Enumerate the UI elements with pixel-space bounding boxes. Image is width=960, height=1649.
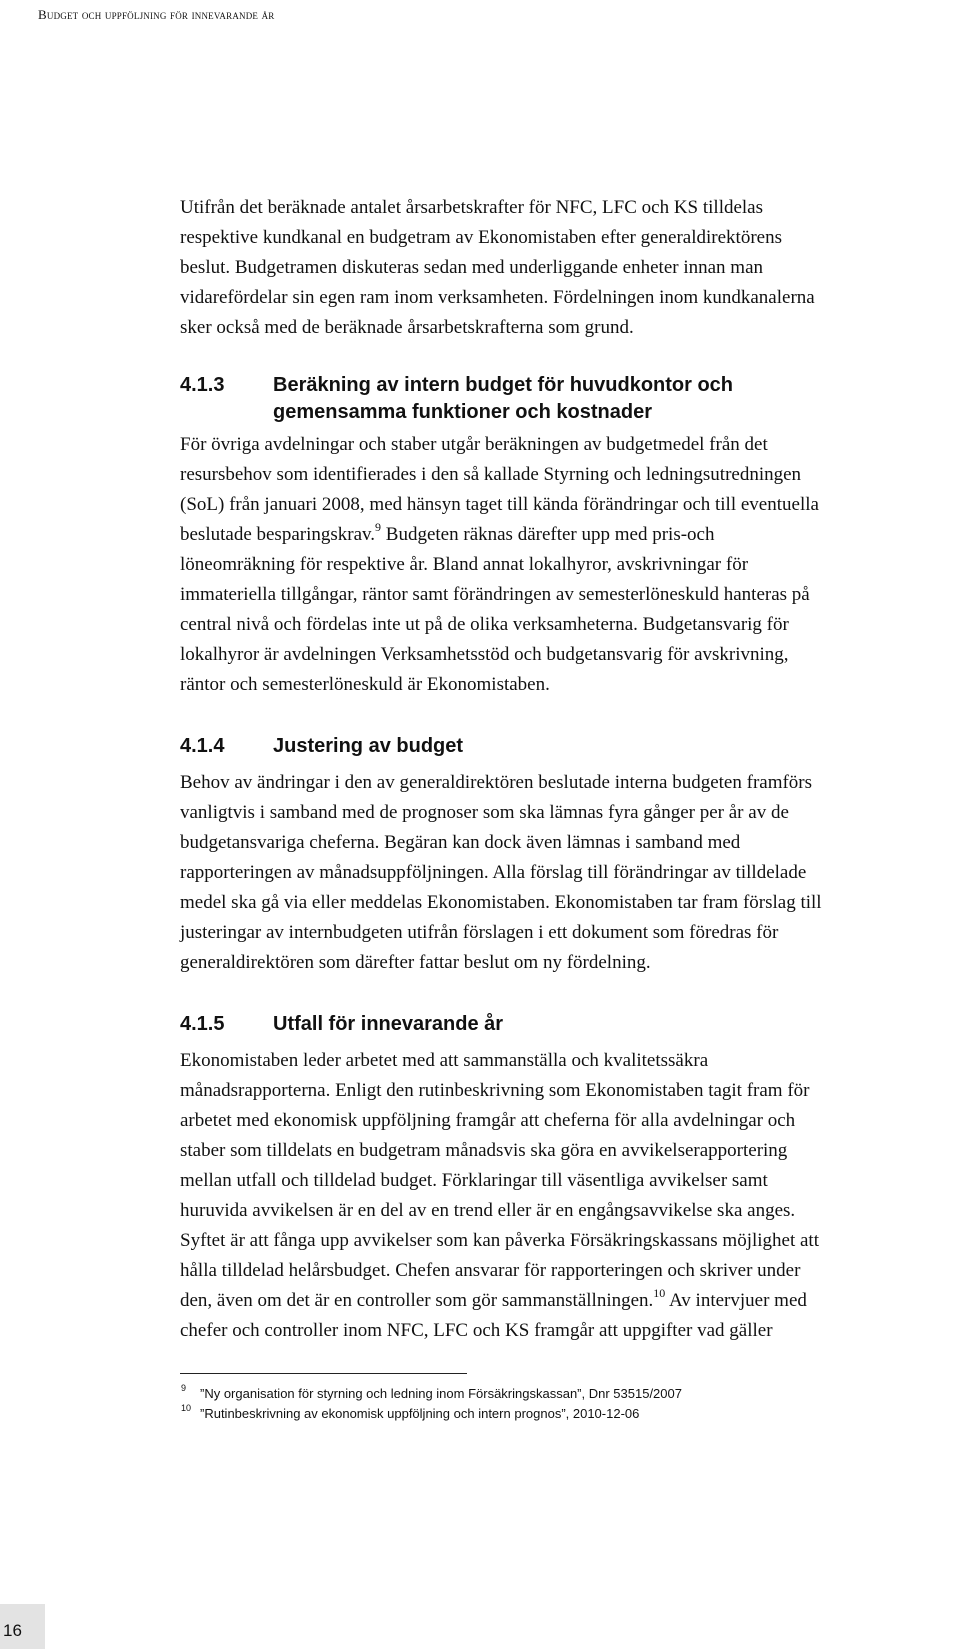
footnote-mark: 10: [181, 1403, 192, 1413]
section-number: 4.1.3: [180, 374, 225, 396]
text-line: månadsrapporterna. Enligt den rutinbeskrivning som Ekonomistaben tagit fram för: [180, 1080, 810, 1101]
section-title-line: Justering av budget: [273, 735, 464, 757]
text-line: Utifrån det beräknade antalet årsarbetskrafter för NFC, LFC och KS tilldelas: [180, 197, 764, 218]
text-line: löneomräkning för respektive år. Bland annat lokalhyror, avskrivningar för: [180, 554, 749, 575]
section-heading-4-1-3: [180, 372, 920, 426]
page-number-box: [0, 1604, 45, 1649]
section-4-1-3-paragraph: [180, 430, 920, 700]
footnote-9: [180, 1384, 682, 1404]
text-line: beslut. Budgetramen diskuteras sedan med underliggande enheter innan man: [180, 257, 764, 278]
text-segment: beslutade besparingskrav.: [180, 524, 376, 545]
section-4-1-4-paragraph: [180, 768, 920, 978]
section-heading-4-1-5: [180, 1011, 920, 1038]
text-line: [180, 520, 920, 550]
text-line: arbetet med ekonomisk uppföljning framgår att cheferna för alla avdelningar och: [180, 1110, 796, 1131]
text-line: staber som tilldelats en budgetram månadsvis ska göra en avvikelserapportering: [180, 1140, 788, 1161]
page-number: 16: [3, 1621, 22, 1640]
footnote-mark: 9: [181, 1383, 187, 1393]
footnote-10: [180, 1404, 682, 1424]
section-title-line: gemensamma funktioner och kostnader: [273, 401, 652, 423]
section-title-line: Utfall för innevarande år: [273, 1013, 504, 1035]
footnotes: [180, 1384, 682, 1424]
text-segment: den, även om det är en controller som gör sammanställningen.: [180, 1290, 654, 1311]
text-line: [180, 1286, 920, 1316]
text-line: vanligtvis i samband med de prognoser som ska lämnas fyra gånger per år av de: [180, 802, 789, 823]
text-line: rapporteringen av månadsuppföljningen. Alla förslag till förändringar av tilldelade: [180, 862, 807, 883]
document-body: [180, 193, 920, 1346]
text-line: (SoL) från januari 2008, med hänsyn taget till kända förändringar och till eventuella: [180, 494, 819, 515]
footnote-text: ”Ny organisation för styrning och ledning inom Försäkringskassan”, Dnr 53515/2007: [200, 1386, 682, 1401]
text-line: Ekonomistaben leder arbetet med att sammanställa och kvalitetssäkra: [180, 1050, 709, 1071]
text-line: justeringar av internbudgeten utifrån förslagen i ett dokument som föredras för: [180, 922, 779, 943]
text-line: immateriella tillgångar, räntor samt förändringen av semesterlöneskuld hanteras på: [180, 584, 810, 605]
section-title-line: Beräkning av intern budget för huvudkontor och: [273, 374, 734, 396]
text-line: budgetansvariga cheferna. Begäran kan dock även lämnas i samband med: [180, 832, 741, 853]
running-header: Budget och uppföljning för innevarande år: [38, 7, 275, 22]
text-line: mellan utfall och tilldelad budget. Förklaringar till väsentliga avvikelser samt: [180, 1170, 768, 1191]
text-line: central nivå och fördelas inte ut på de olika verksamheterna. Budgetansvarig för: [180, 614, 789, 635]
section-number: 4.1.5: [180, 1013, 225, 1035]
footnote-separator: [180, 1373, 467, 1374]
footnote-text: ”Rutinbeskrivning av ekonomisk uppföljning och intern prognos”, 2010-12-06: [200, 1406, 640, 1421]
text-line: hålla tilldelad helårsbudget. Chefen ansvarar för rapporteringen och skriver under: [180, 1260, 801, 1281]
text-line: huruvida avvikelsen är en del av en trend eller är en engångsavvikelse ska anges.: [180, 1200, 796, 1221]
text-line: Syftet är att fånga upp avvikelser som kan påverka Försäkringskassans möjlighet att: [180, 1230, 819, 1251]
text-segment: Budgeten räknas därefter upp med pris-och: [381, 524, 715, 545]
intro-paragraph: [180, 193, 920, 343]
section-4-1-5-paragraph: [180, 1046, 920, 1346]
text-line: respektive kundkanal en budgetram av Ekonomistaben efter generaldirektörens: [180, 227, 782, 248]
text-segment: Av intervjuer med: [665, 1290, 807, 1311]
text-line: chefer och controller inom NFC, LFC och KS framgår att uppgifter vad gäller: [180, 1320, 773, 1341]
text-line: vidarefördelar sin egen ram inom verksamheten. Fördelningen inom kundkanalerna: [180, 287, 815, 308]
text-line: För övriga avdelningar och staber utgår beräkningen av budgetmedel från det: [180, 434, 768, 455]
text-line: Behov av ändringar i den av generaldirektören beslutade interna budgeten framförs: [180, 772, 813, 793]
section-number: 4.1.4: [180, 735, 225, 757]
footnote-reference-9[interactable]: 9: [375, 520, 382, 534]
text-line: medel ska gå via eller meddelas Ekonomistaben. Ekonomistaben tar fram förslag till: [180, 892, 822, 913]
text-line: resursbehov som identifierades i den så kallade Styrning och ledningsutredningen: [180, 464, 802, 485]
section-heading-4-1-4: [180, 733, 920, 760]
text-line: generaldirektören som därefter fattar beslut om ny fördelning.: [180, 952, 651, 973]
text-line: sker också med de beräknade årsarbetskrafterna som grund.: [180, 317, 634, 338]
text-line: räntor och semesterlöneskuld är Ekonomistaben.: [180, 674, 550, 695]
footnote-reference-10[interactable]: 10: [653, 1286, 666, 1300]
text-line: lokalhyror är avdelningen Verksamhetsstöd och budgetansvarig för avskrivning,: [180, 644, 789, 665]
